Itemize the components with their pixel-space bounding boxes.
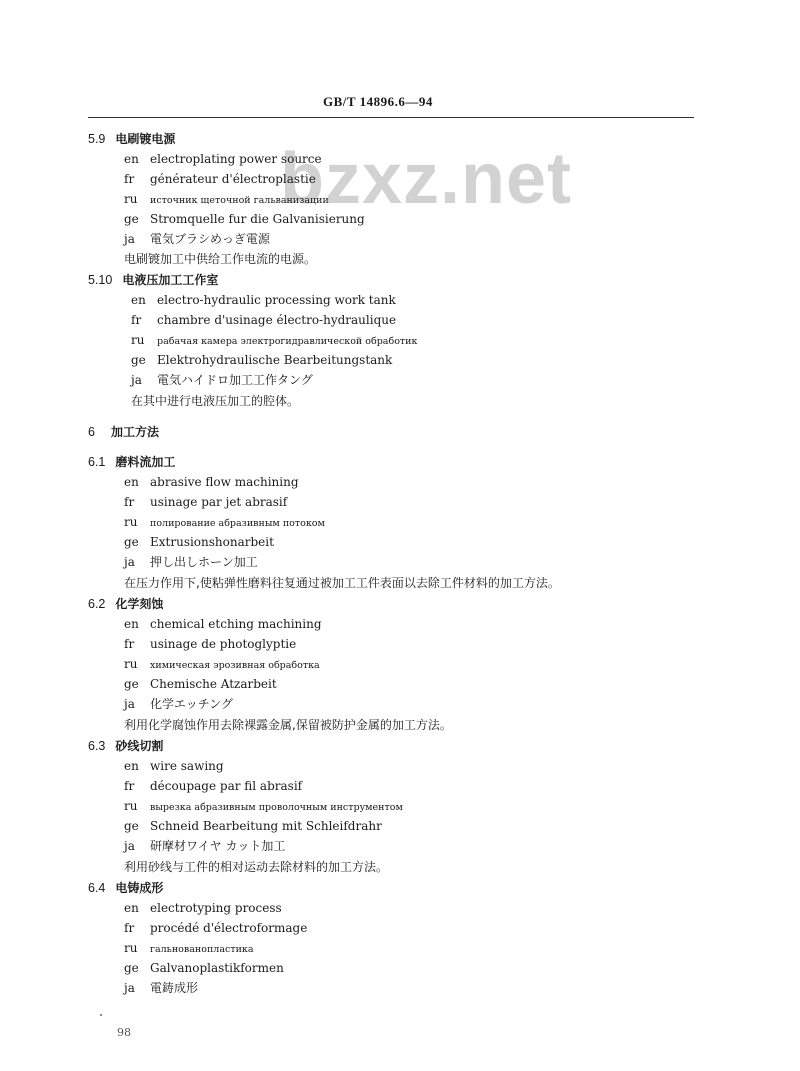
term-ru: ru химическая эрозивная обработка xyxy=(124,657,320,671)
term-title: 磨料流加工 xyxy=(115,455,176,469)
term-ja: ja 押し出しホーン加工 xyxy=(124,555,258,569)
term-number: 5.10 xyxy=(88,273,113,287)
section-title: 加工方法 xyxy=(110,425,159,439)
term-title: 砂线切割 xyxy=(115,739,164,753)
term-heading-5-9 xyxy=(88,132,175,146)
term-heading-6-4 xyxy=(88,881,163,895)
standard-header: GB/T 14896.6—94 xyxy=(323,94,433,109)
term-heading-6-2 xyxy=(88,597,163,611)
term-fr: fr générateur d'électroplastie xyxy=(124,172,316,186)
header-rule xyxy=(88,117,694,118)
term-fr: fr découpage par fil abrasif xyxy=(124,779,303,793)
term-ja: ja 電鋳成形 xyxy=(124,981,199,995)
term-title: 电刷镀电源 xyxy=(115,132,176,146)
term-number: 6.1 xyxy=(88,455,106,469)
term-en: en electrotyping process xyxy=(124,901,282,915)
term-ge: ge Galvanoplastikformen xyxy=(124,961,284,975)
term-ja: ja 電気ハイドロ加工工作タング xyxy=(131,373,313,387)
watermark: bzxz.net xyxy=(280,139,573,219)
term-ru: ru вырезка абразивным проволочным инструментом xyxy=(124,799,403,813)
term-heading-6-1 xyxy=(88,455,175,469)
term-definition: 在其中进行电液压加工的腔体。 xyxy=(131,394,300,408)
term-ge: ge Stromquelle fur die Galvanisierung xyxy=(124,212,365,226)
term-definition: 利用化学腐蚀作用去除裸露金属,保留被防护金属的加工方法。 xyxy=(124,718,452,732)
term-ge: ge Schneid Bearbeitung mit Schleifdrahr xyxy=(124,819,382,833)
term-ja: ja 電気ブラシめっぎ電源 xyxy=(124,232,270,246)
term-fr: fr usinage de photoglyptie xyxy=(124,637,297,651)
term-number: 6.4 xyxy=(88,881,106,895)
term-en: en chemical etching machining xyxy=(124,617,322,631)
term-number: 5.9 xyxy=(88,132,106,146)
section-number: 6 xyxy=(88,425,95,439)
term-ge: ge Chemische Atzarbeit xyxy=(124,677,277,691)
term-number: 6.3 xyxy=(88,739,106,753)
term-definition: 电刷镀加工中供给工作电流的电源。 xyxy=(124,252,317,266)
term-ja: ja 研摩材ワイヤ カット加工 xyxy=(124,839,286,853)
term-en: en electro-hydraulic processing work tank xyxy=(131,293,396,307)
term-ru: ru источник щеточной гальванизации xyxy=(124,192,329,206)
section-heading-6 xyxy=(88,425,159,439)
term-fr: fr procédé d'électroformage xyxy=(124,921,308,935)
term-ru: ru рабачая камера электрогидравлической обработик xyxy=(131,333,418,347)
term-ru: ru гальнованопластика xyxy=(124,941,254,955)
term-en: en abrasive flow machining xyxy=(124,475,299,489)
term-definition: 在压力作用下,使粘弹性磨料往复通过被加工工件表面以去除工件材料的加工方法。 xyxy=(124,576,560,590)
term-definition: 利用砂线与工件的相对运动去除材料的加工方法。 xyxy=(124,860,389,874)
term-en: en electroplating power source xyxy=(124,152,322,166)
term-number: 6.2 xyxy=(88,597,106,611)
term-fr: fr usinage par jet abrasif xyxy=(124,495,288,509)
term-en: en wire sawing xyxy=(124,759,224,773)
term-heading-6-3 xyxy=(88,739,163,753)
term-ge: ge Elektrohydraulische Bearbeitungstank xyxy=(131,353,393,367)
term-fr: fr chambre d'usinage électro-hydraulique xyxy=(131,313,397,327)
term-ge: ge Extrusionshonarbeit xyxy=(124,535,274,549)
scan-dot xyxy=(100,1014,102,1016)
term-ru: ru полирование абразивным потоком xyxy=(124,515,325,529)
term-title: 电铸成形 xyxy=(115,881,164,895)
term-ja: ja 化学エッチング xyxy=(124,697,233,711)
page-number: 98 xyxy=(117,1026,131,1039)
term-title: 化学刻蚀 xyxy=(115,597,164,611)
term-title: 电液压加工工作室 xyxy=(122,273,219,287)
term-heading-5-10 xyxy=(88,273,218,287)
